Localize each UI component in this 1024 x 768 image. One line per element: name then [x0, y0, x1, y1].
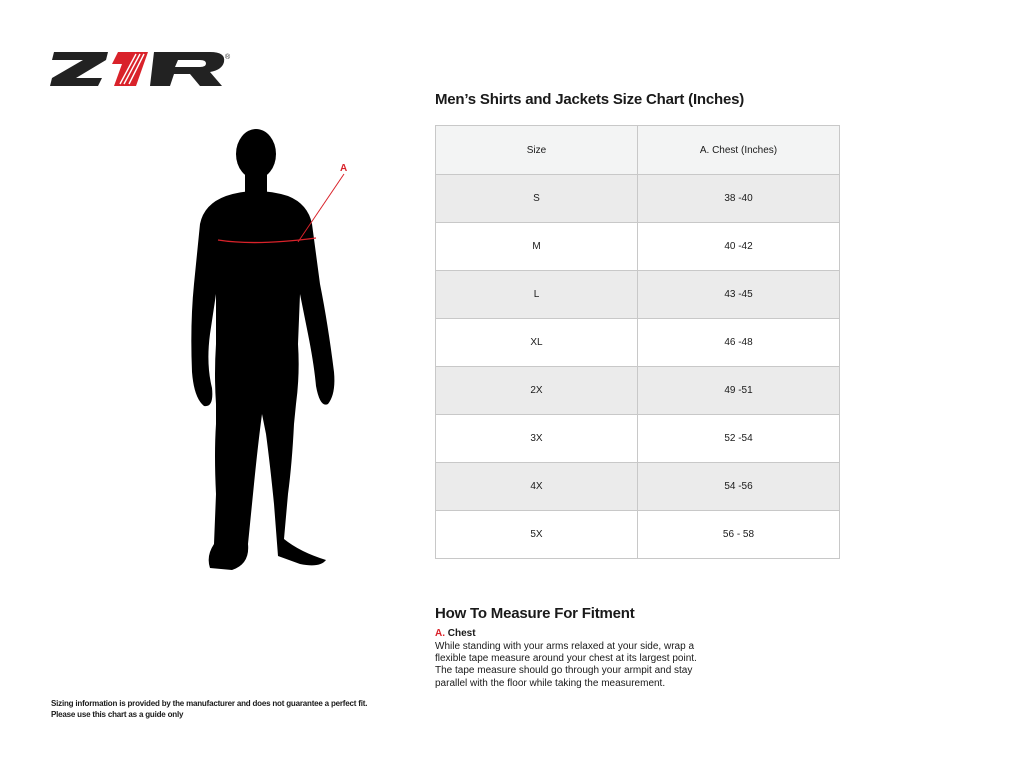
measure-letter: A. [435, 628, 445, 639]
instruction-line: While standing with your arms relaxed at your side, wrap a [435, 641, 695, 652]
chest-cell: 46 -48 [638, 319, 840, 367]
table-row [436, 367, 840, 415]
header-size: Size [436, 126, 638, 175]
chest-cell: 38 -40 [638, 175, 840, 223]
size-cell: M [436, 223, 638, 271]
chart-title: Men’s Shirts and Jackets Size Chart (Inches) [435, 91, 745, 108]
table-row [436, 271, 840, 319]
logo-r [150, 52, 224, 86]
table-row [436, 223, 840, 271]
instruction-line: parallel with the floor while taking the measurement. [435, 677, 666, 689]
silhouette-shape [191, 129, 334, 570]
size-cell: S [436, 175, 638, 223]
table-row [436, 415, 840, 463]
header-chest: A. Chest (Inches) [638, 126, 840, 175]
chest-cell: 40 -42 [638, 223, 840, 271]
size-cell: 3X [436, 415, 638, 463]
table-row [436, 463, 840, 511]
size-cell: XL [436, 319, 638, 367]
disclaimer-line: Sizing information is provided by the manufacturer and does not guarantee a perfect fit. [51, 699, 368, 708]
table-row [436, 319, 840, 367]
size-cell: 5X [436, 511, 638, 559]
chest-cell: 54 -56 [638, 463, 840, 511]
z1r-logo [50, 48, 232, 88]
how-to-title: How To Measure For Fitment [435, 605, 635, 622]
logo-z [50, 52, 108, 86]
size-cell: 4X [436, 463, 638, 511]
chest-cell: 43 -45 [638, 271, 840, 319]
body-silhouette [170, 124, 370, 576]
instruction-line: The tape measure should go through your armpit and stay [435, 665, 693, 677]
measure-label: Chest [447, 628, 476, 639]
chest-marker-label: A [340, 163, 348, 174]
table-header-row [436, 126, 840, 175]
chest-cell: 56 - 58 [638, 511, 840, 559]
chest-pointer-line [298, 174, 344, 242]
disclaimer-line: Please use this chart as a guide only [51, 710, 184, 719]
disclaimer [51, 698, 411, 720]
trademark-symbol: ® [225, 54, 231, 61]
chest-cell: 52 -54 [638, 415, 840, 463]
table-row [436, 175, 840, 223]
instruction-line: flexible tape measure around your chest at its largest point. [435, 653, 697, 665]
chest-measure-heading [435, 628, 476, 639]
chest-cell: 49 -51 [638, 367, 840, 415]
measure-instructions [435, 641, 705, 690]
table-row [436, 511, 840, 559]
size-cell: 2X [436, 367, 638, 415]
size-table [435, 125, 840, 559]
size-cell: L [436, 271, 638, 319]
